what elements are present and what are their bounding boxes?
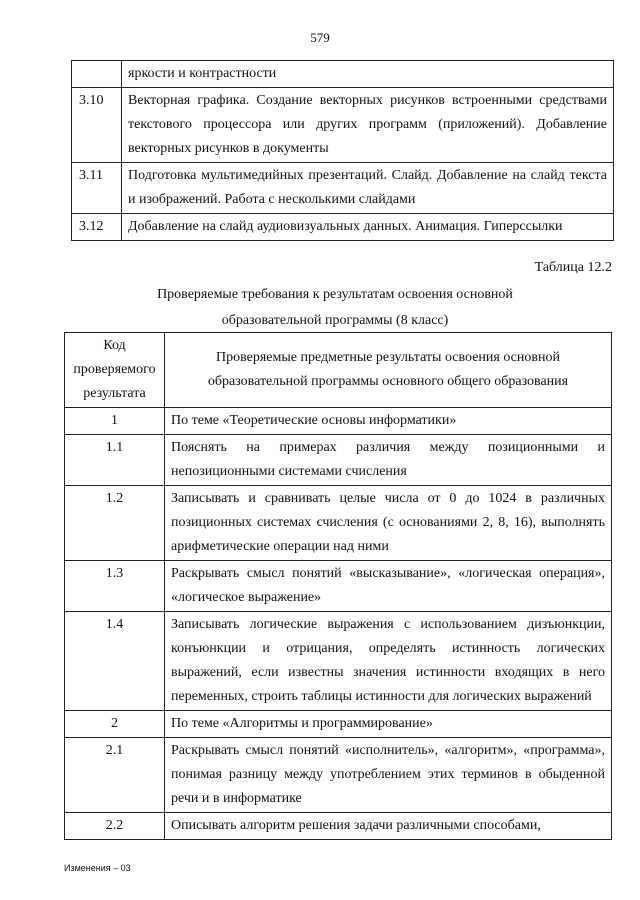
row-text: Раскрывать смысл понятий «высказывание», «логическая операция», «логическое выражение»: [165, 561, 612, 612]
row-text: По теме «Алгоритмы и программирование»: [165, 711, 612, 738]
footer-revision: Изменения – 03: [64, 863, 131, 873]
table-number: Таблица 12.2: [534, 260, 612, 275]
table-row: [72, 88, 614, 163]
page-number: 579: [310, 30, 330, 45]
row-code: 3.11: [72, 163, 122, 214]
table-row: [65, 813, 612, 840]
table-title-line-2: образовательной программы (8 класс): [221, 313, 449, 328]
row-text: Добавление на слайд аудиовизуальных данных. Анимация. Гиперссылки: [122, 214, 614, 241]
row-code: 1.2: [65, 486, 165, 561]
table-row: [72, 61, 614, 88]
header-text: Проверяемые предметные результаты освоения основной образовательной программы основного общего образования: [165, 333, 612, 408]
row-code: 1.1: [65, 435, 165, 486]
row-code: 1: [65, 408, 165, 435]
row-code: 2: [65, 711, 165, 738]
row-text: Описывать алгоритм решения задачи различными способами,: [165, 813, 612, 840]
row-code: 3.10: [72, 88, 122, 163]
row-text: Пояснять на примерах различия между позиционными и непозиционными системами счисления: [165, 435, 612, 486]
table-title: [0, 282, 640, 334]
table-row: [65, 408, 612, 435]
requirements-table: [64, 332, 612, 840]
header-code: Код проверяемого результата: [65, 333, 165, 408]
table-row: [65, 612, 612, 711]
row-text: По теме «Теоретические основы информатики»: [165, 408, 612, 435]
row-code: 1.3: [65, 561, 165, 612]
table-row: [65, 738, 612, 813]
row-text: Векторная графика. Создание векторных рисунков встроенными средствами текстового процессора или других программ (приложений). Добавление векторных рисунков в документы: [122, 88, 614, 163]
table-row: [65, 561, 612, 612]
row-text: Записывать логические выражения с использованием дизъюнкции, конъюнкции и отрицания, определять истинность логических выражений, если известны значения истинности входящих в него переменных, строить таблицы истинности для логических выражений: [165, 612, 612, 711]
row-code: 2.1: [65, 738, 165, 813]
row-text: Раскрывать смысл понятий «исполнитель», «алгоритм», «программа», понимая разницу между употреблением этих терминов в обыденной речи и в информатике: [165, 738, 612, 813]
row-code: [72, 61, 122, 88]
table-row: [65, 435, 612, 486]
row-code: 1.4: [65, 612, 165, 711]
row-text: яркости и контрастности: [122, 61, 614, 88]
table-header-row: [65, 333, 612, 408]
row-code: 3.12: [72, 214, 122, 241]
table-row: [72, 214, 614, 241]
table-row: [72, 163, 614, 214]
curriculum-table-continued: [71, 60, 614, 241]
row-text: Записывать и сравнивать целые числа от 0 до 1024 в различных позиционных системах счисления (с основаниями 2, 8, 16), выполнять арифметические операции над ними: [165, 486, 612, 561]
table-title-line-1: Проверяемые требования к результатам освоения основной: [157, 287, 513, 302]
row-code: 2.2: [65, 813, 165, 840]
table-row: [65, 711, 612, 738]
table-row: [65, 486, 612, 561]
row-text: Подготовка мультимедийных презентаций. Слайд. Добавление на слайд текста и изображений. Работа с несколькими слайдами: [122, 163, 614, 214]
